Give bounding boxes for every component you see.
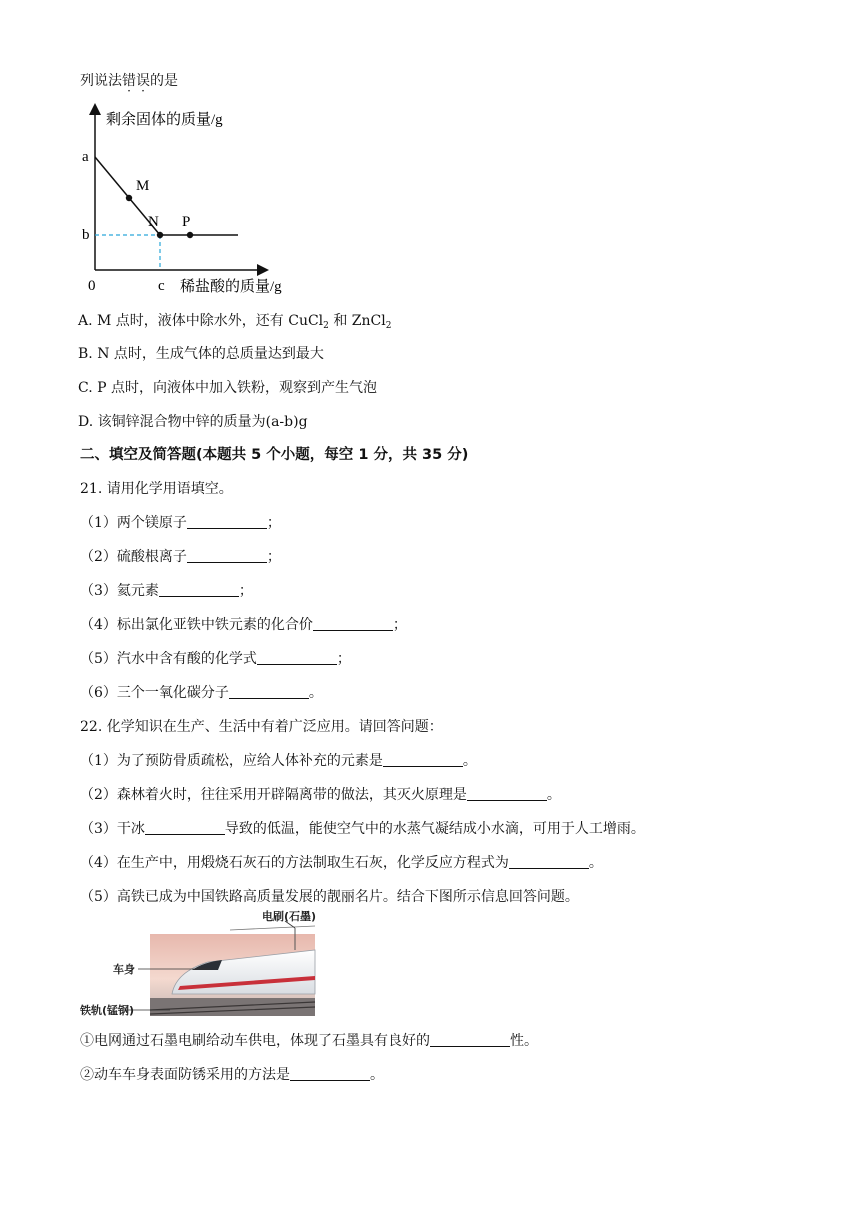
point-m [126, 195, 132, 201]
lead-text: 的是 [150, 73, 178, 89]
question-lead [80, 72, 178, 90]
catenary-wire [230, 926, 315, 930]
answer-blank[interactable] [257, 650, 337, 665]
q21-stem: 21. 请用化学用语填空。 [80, 481, 233, 497]
q22-sub-1: ①电网通过石墨电刷给动车供电，体现了石墨具有良好的 性。 [80, 1033, 538, 1049]
answer-blank[interactable] [187, 514, 267, 529]
option-d: D. 该铜锌混合物中锌的质量为(a-b)g [78, 414, 308, 430]
p-label: P [182, 214, 191, 230]
label-rail: 铁轨(锰钢) [80, 1004, 135, 1017]
answer-blank[interactable] [187, 548, 267, 563]
option-c: C. P 点时，向液体中加入铁粉，观察到产生气泡 [78, 380, 377, 396]
q22-item-5: （5）高铁已成为中国铁路高质量发展的靓丽名片。结合下图所示信息回答问题。 [80, 889, 579, 905]
section-heading: 二、填空及简答题(本题共 5 个小题，每空 1 分，共 35 分) [80, 447, 469, 463]
answer-blank[interactable] [509, 854, 589, 869]
q21-item-4: （4）标出氯化亚铁中铁元素的化合价 ； [80, 617, 407, 633]
option-b: B. N 点时，生成气体的总质量达到最大 [78, 346, 324, 362]
q21-item-5: （5）汽水中含有酸的化学式 ； [80, 651, 351, 667]
point-n [157, 232, 163, 238]
q22-stem: 22. 化学知识在生产、生活中有着广泛应用。请回答问题： [80, 719, 443, 735]
answer-blank[interactable] [290, 1066, 370, 1081]
origin-label: 0 [88, 278, 96, 294]
q22-item-3: （3）干冰 导致的低温，能使空气中的水蒸气凝结成小水滴，可用于人工增雨。 [80, 821, 645, 837]
q21-item-2: （2）硫酸根离子 ； [80, 549, 281, 565]
answer-blank[interactable] [159, 582, 239, 597]
answer-blank[interactable] [313, 616, 393, 631]
q21-item-1: （1）两个镁原子 ； [80, 515, 281, 531]
q22-item-1: （1）为了预防骨质疏松，应给人体补充的元素是 。 [80, 753, 477, 769]
q21-item-3: （3）氦元素 ； [80, 583, 253, 599]
q22-sub-2: ②动车车身表面防锈采用的方法是 。 [80, 1067, 384, 1083]
answer-blank[interactable] [229, 684, 309, 699]
emphasis-char: 误 [136, 73, 150, 89]
q22-item-2: （2）森林着火时，往往采用开辟隔离带的做法，其灭火原理是 。 [80, 787, 561, 803]
answer-blank[interactable] [383, 752, 463, 767]
option-a: A. M 点时，液体中除水外，还有 CuCl$_2$ 和 ZnCl$_2$ [78, 313, 392, 331]
q21-item-6: （6）三个一氧化碳分子 。 [80, 685, 323, 701]
mass-graph [78, 100, 318, 300]
point-p [187, 232, 193, 238]
emphasis-char: 错 [122, 73, 136, 89]
lead-text: 列说法 [80, 73, 122, 89]
b-label: b [82, 227, 90, 243]
label-brush: 电刷(石墨) [262, 910, 317, 923]
y-axis-label: 剩余固体的质量/g [106, 112, 223, 128]
answer-blank[interactable] [430, 1032, 510, 1047]
c-label: c [158, 278, 165, 294]
label-body: 车身 [113, 963, 135, 976]
train-figure [80, 906, 330, 1026]
answer-blank[interactable] [145, 820, 225, 835]
n-label: N [148, 214, 159, 230]
m-label: M [136, 178, 150, 194]
a-label: a [82, 149, 89, 165]
x-axis-label: 稀盐酸的质量/g [180, 279, 282, 295]
answer-blank[interactable] [467, 786, 547, 801]
q22-item-4: （4）在生产中，用煅烧石灰石的方法制取生石灰，化学反应方程式为 。 [80, 855, 603, 871]
